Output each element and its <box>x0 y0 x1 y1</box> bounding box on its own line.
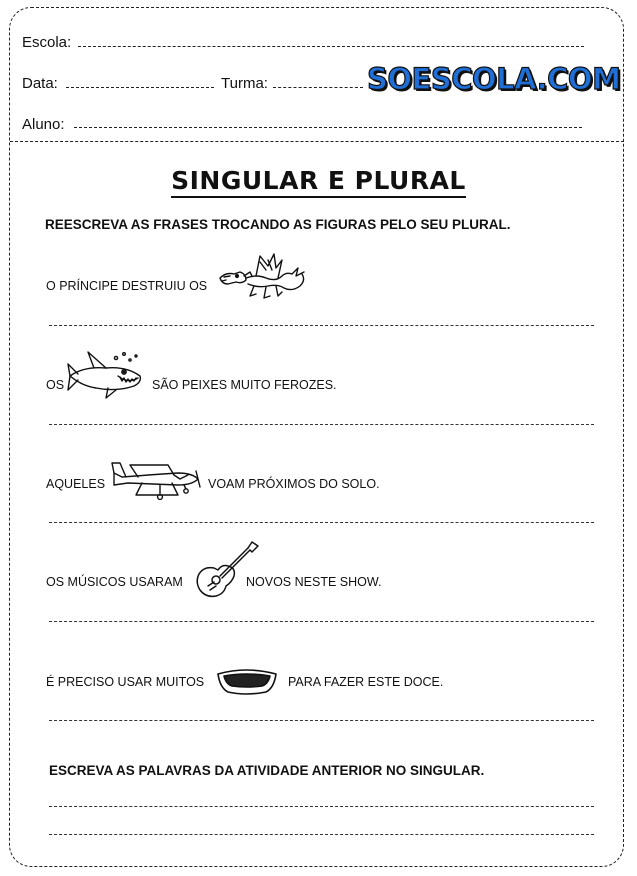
sentence-2-after: SÃO PEIXES MUITO FEROZES. <box>152 378 337 392</box>
sentence-3-after: VOAM PRÓXIMOS DO SOLO. <box>208 477 380 491</box>
sentence-1-text: O PRÍNCIPE DESTRUIU OS <box>46 279 208 293</box>
site-logo: SOESCOLA.COM <box>367 62 621 96</box>
answer-line-5[interactable] <box>49 720 594 721</box>
airplane-icon <box>108 455 204 501</box>
date-field[interactable] <box>66 87 214 88</box>
sentence-4-before: OS MÚSICOS USARAM <box>46 575 183 589</box>
answer-line-7[interactable] <box>49 834 594 835</box>
student-field[interactable] <box>74 127 582 128</box>
sentence-5-before: É PRECISO USAR MUITOS <box>46 675 205 689</box>
answer-line-3[interactable] <box>49 522 594 523</box>
date-label: Data: <box>22 75 58 92</box>
instruction-singular: ESCREVA AS PALAVRAS DA ATIVIDADE ANTERIOR NO SINGULAR. <box>49 763 485 778</box>
class-label: Turma: <box>221 75 268 92</box>
dragon-icon <box>216 252 310 300</box>
shark-icon <box>66 348 148 400</box>
answer-line-4[interactable] <box>49 621 594 622</box>
page-title: SINGULAR E PLURAL <box>0 166 637 195</box>
header-divider <box>10 141 624 142</box>
baking-pan-icon <box>216 666 278 696</box>
school-label: Escola: <box>22 34 72 51</box>
student-label: Aluno: <box>22 116 65 133</box>
sentence-5-after: PARA FAZER ESTE DOCE. <box>288 675 444 689</box>
answer-line-2[interactable] <box>49 424 594 425</box>
answer-line-6[interactable] <box>49 806 594 807</box>
class-field[interactable] <box>273 87 363 88</box>
instruction-rewrite: REESCREVA AS FRASES TROCANDO AS FIGURAS PELO SEU PLURAL. <box>45 217 511 232</box>
sentence-3-before: AQUELES <box>46 477 106 491</box>
guitar-icon <box>194 540 260 600</box>
school-field[interactable] <box>78 46 584 47</box>
sentence-2-before: OS <box>46 378 65 392</box>
sentence-4-after: NOVOS NESTE SHOW. <box>246 575 382 589</box>
answer-line-1[interactable] <box>49 325 594 326</box>
worksheet-border <box>9 7 624 867</box>
